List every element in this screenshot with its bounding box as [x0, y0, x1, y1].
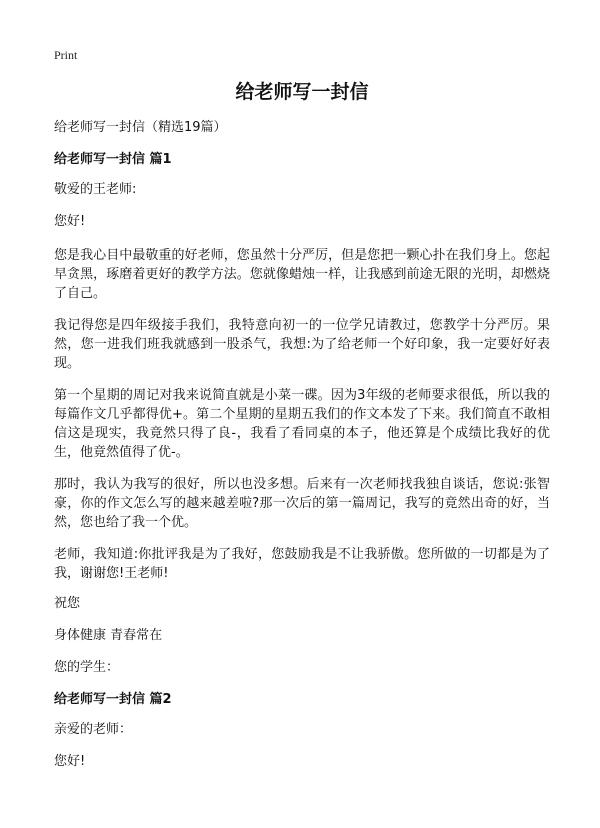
document-title: 给老师写一封信	[235, 81, 369, 103]
paragraph: 您是我心目中最敬重的好老师，您虽然十分严厉，但是您把一颗心扑在我们身上。您起早贪黑，琢磨着更好的教学方法。您就像蜡烛一样，让我感到前途无限的光明，却燃烧了自己。	[54, 248, 550, 301]
section-heading: 给老师写一封信 篇2	[54, 692, 172, 707]
letter-section-2	[54, 692, 550, 770]
paragraph: 老师，我知道:你批评我是为了我好，您鼓励我是不让我骄傲。您所做的一切都是为了我，谢谢您!王老师!	[54, 547, 550, 581]
print-label: Print	[54, 48, 78, 62]
greeting: 您好!	[54, 214, 86, 229]
document-subtitle: 给老师写一封信（精选19篇）	[54, 120, 227, 135]
closing-wish: 身体健康 青春常在	[54, 628, 163, 643]
letter-section-1	[54, 152, 550, 676]
greeting: 您好!	[54, 754, 86, 769]
paragraph: 第一个星期的周记对我来说简直就是小菜一碟。因为3年级的老师要求很低，所以我的每篇作文几乎都得优+。第二个星期的星期五我们的作文本发了下来。我们简直不敢相信这是现实，我竟然只得了良-，我看了看同桌的本子，他还算是个成绩比我好的优生，他竟然值得了优-。	[54, 388, 550, 460]
section-heading: 给老师写一封信 篇1	[54, 152, 172, 167]
salutation: 敬爱的王老师:	[54, 182, 137, 197]
signature: 您的学生：	[54, 660, 120, 675]
closing-line: 祝您	[54, 596, 81, 611]
salutation: 亲爱的老师：	[54, 722, 133, 737]
paragraph: 我记得您是四年级接手我们，我特意向初一的一位学兄请教过，您教学十分严厉。果然，您一进我们班我就感到一股杀气，我想:为了给老师一个好印象，我一定要好好表现。	[54, 318, 550, 371]
paragraph: 那时，我认为我写的很好，所以也没多想。后来有一次老师找我独自谈话，您说:张智豪，你的作文怎么写的越来越差啦?那一次后的第一篇周记，我写的竟然出奇的好，当然，您也给了我一个优。	[54, 477, 550, 530]
